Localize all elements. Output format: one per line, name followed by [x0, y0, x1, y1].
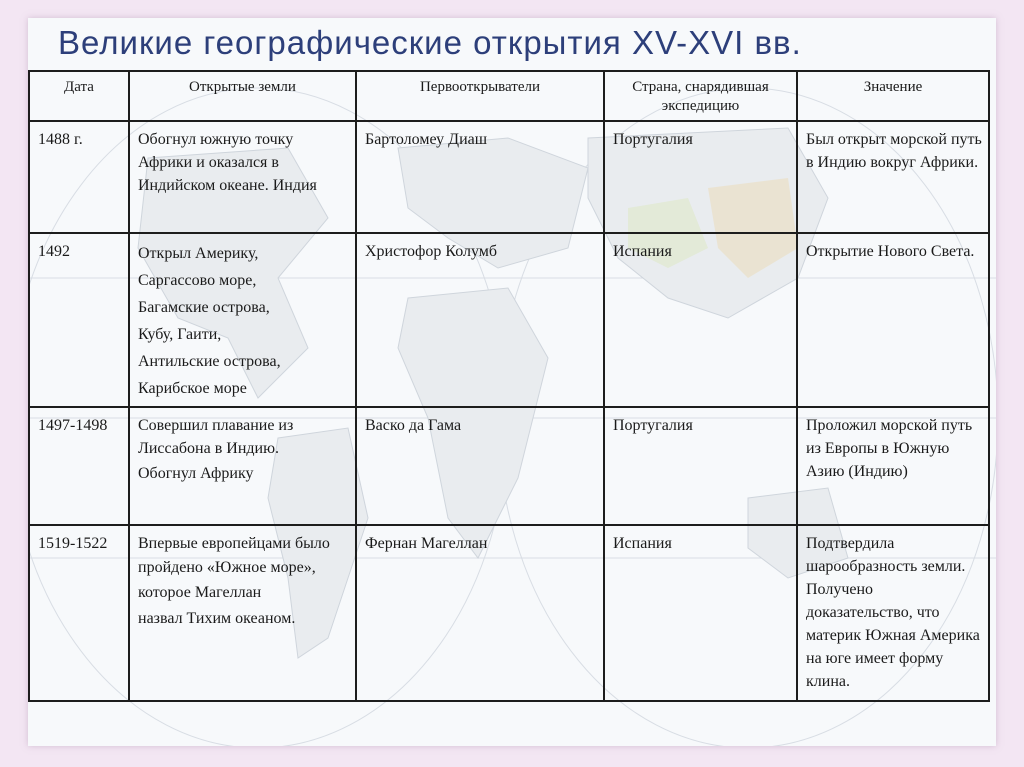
- cell-explorer: Васко да Гама: [356, 407, 604, 525]
- land-line: Карибское море: [138, 380, 247, 397]
- cell-country: Испания: [604, 525, 797, 701]
- cell-significance: Подтвердила шарообразность земли. Получено доказательство, что материк Южная Америка на юге имеет форму клина.: [797, 525, 989, 701]
- land-line: Впервые европейцами было: [138, 535, 330, 552]
- cell-explorer: Христофор Колумб: [356, 233, 604, 407]
- table-row: [29, 233, 989, 407]
- table-row: [29, 525, 989, 701]
- page-title: Великие географические открытия XV-XVI вв.: [58, 24, 802, 61]
- land-line: Кубу, Гаити,: [138, 326, 222, 343]
- land-line: Открыл Америку,: [138, 245, 259, 262]
- cell-significance: Открытие Нового Света.: [797, 233, 989, 407]
- discoveries-table: [28, 70, 990, 702]
- cell-significance: Проложил морской путь из Европы в Южную Азию (Индию): [797, 407, 989, 525]
- cell-lands: [129, 407, 356, 525]
- land-line: Саргассово море,: [138, 272, 257, 289]
- header-date: Дата: [29, 71, 129, 121]
- cell-country: Португалия: [604, 121, 797, 233]
- cell-date: 1488 г.: [29, 121, 129, 233]
- land-line: Багамские острова,: [138, 299, 270, 316]
- cell-explorer: Бартоломеу Диаш: [356, 121, 604, 233]
- land-line: Обогнул южную точку Африки и оказался в Индийском океане. Индия: [138, 131, 317, 194]
- table-row: [29, 407, 989, 525]
- table-row: [29, 121, 989, 233]
- header-significance: Значение: [797, 71, 989, 121]
- slide: [28, 18, 996, 746]
- land-line: пройдено «Южное море», которое Магеллан: [138, 559, 316, 601]
- header-lands: Открытые земли: [129, 71, 356, 121]
- land-line: Совершил плавание из Лиссабона в Индию.: [138, 417, 294, 457]
- cell-date: 1492: [29, 233, 129, 407]
- header-explorers: Первооткрыватели: [356, 71, 604, 121]
- land-line: Обогнул Африку: [138, 465, 254, 482]
- table-header-row: [29, 71, 989, 121]
- cell-explorer: Фернан Магеллан: [356, 525, 604, 701]
- cell-significance: Был открыт морской путь в Индию вокруг Африки.: [797, 121, 989, 233]
- header-country: Страна, снарядившая экспедицию: [604, 71, 797, 121]
- cell-lands: [129, 233, 356, 407]
- cell-lands: [129, 121, 356, 233]
- land-line: назвал Тихим океаном.: [138, 610, 296, 627]
- cell-lands: [129, 525, 356, 701]
- cell-date: 1497-1498: [29, 407, 129, 525]
- cell-country: Португалия: [604, 407, 797, 525]
- land-line: Антильские острова,: [138, 353, 281, 370]
- cell-date: 1519-1522: [29, 525, 129, 701]
- cell-country: Испания: [604, 233, 797, 407]
